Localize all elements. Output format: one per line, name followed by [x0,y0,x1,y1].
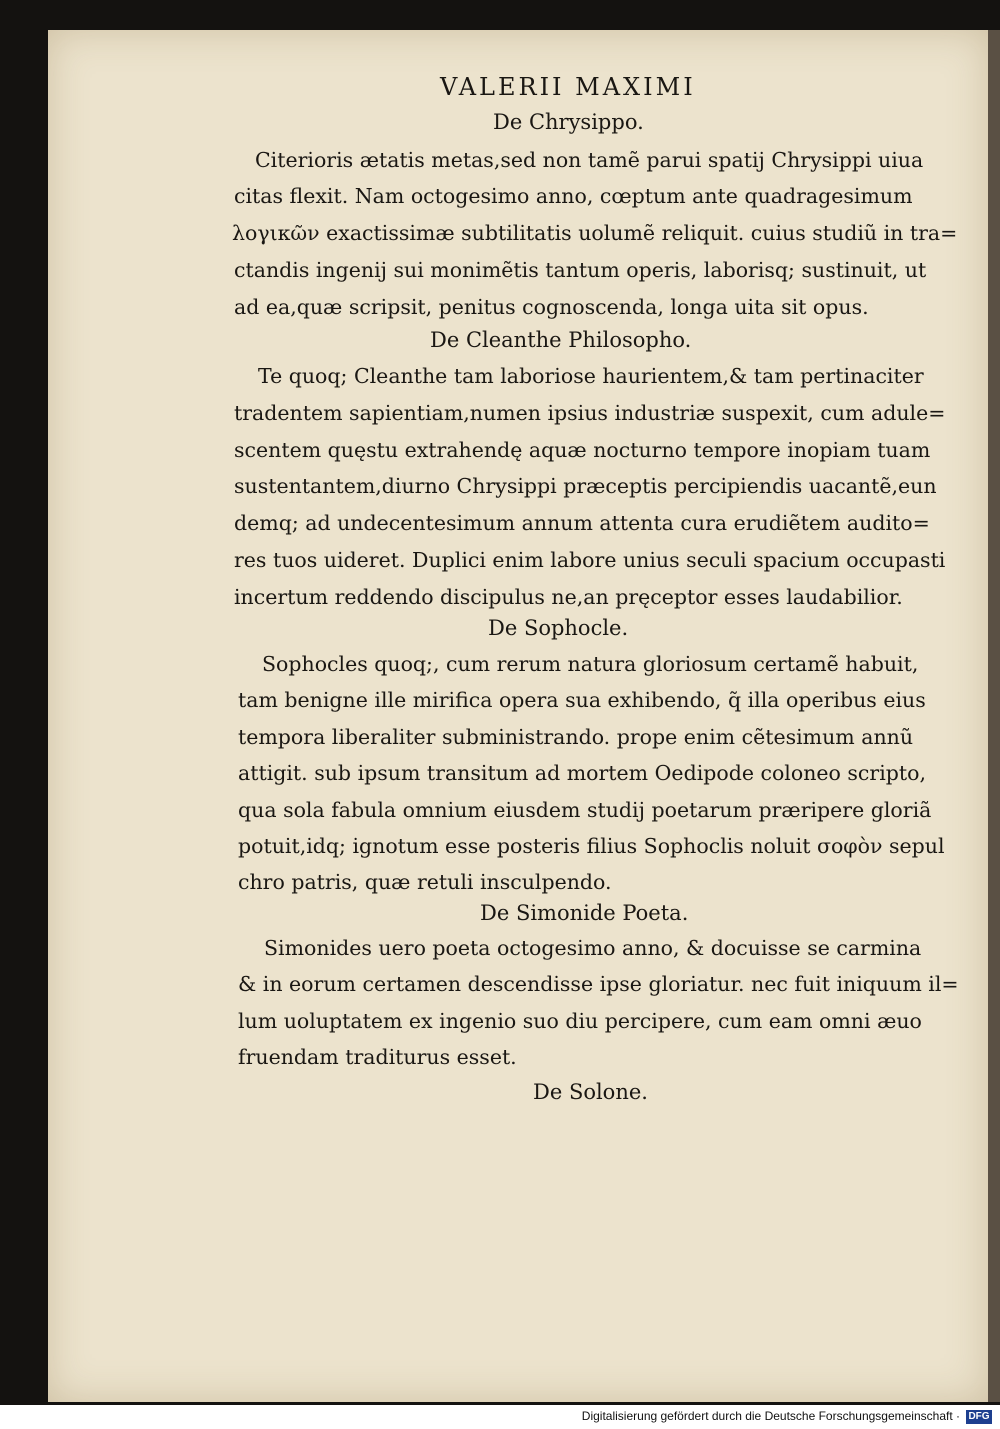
section-heading: De Solone. [533,1080,648,1104]
text-line: incertum reddendo discipulus ne,an pręceptor esses laudabilior. [234,585,903,609]
section-heading: De Cleanthe Philosopho. [430,328,692,352]
text-line: λογικῶν exactissimæ subtilitatis uolumẽ reliquit. cuius studiũ in tra= [232,221,958,245]
text-line: potuit,idq; ignotum esse posteris filius Sophoclis noluit σοφὸν sepul [238,834,945,858]
text-line: fruendam traditurus esset. [238,1045,517,1069]
text-line: scentem quęstu extrahendę aquæ nocturno tempore inopiam tuam [234,438,931,462]
text-line: & in eorum certamen descendisse ipse gloriatur. nec fuit iniquum il= [238,972,959,996]
text-line: ad ea,quæ scripsit, penitus cognoscenda, longa uita sit opus. [234,295,869,319]
text-line: res tuos uideret. Duplici enim labore unius seculi spacium occupasti [234,548,946,572]
page-edge [988,30,1000,1402]
digitization-footer [0,1405,1000,1429]
text-line: Sophocles quoq;, cum rerum natura gloriosum certamẽ habuit, [262,652,919,676]
text-line: Te quoq; Cleanthe tam laboriose haurientem,& tam pertinaciter [258,364,924,388]
text-line: ctandis ingenij sui monimẽtis tantum operis, laborisq; sustinuit, ut [234,258,927,282]
text-line: Citerioris ætatis metas,sed non tamẽ parui spatij Chrysippi uiua [255,148,924,172]
text-line: Simonides uero poeta octogesimo anno, & docuisse se carmina [264,936,922,960]
section-heading: De Sophocle. [488,616,629,640]
text-line: qua sola fabula omnium eiusdem studij poetarum præripere gloriã [238,798,932,822]
text-line: lum uoluptatem ex ingenio suo diu percipere, cum eam omni æuo [238,1009,922,1033]
text-line: demq; ad undecentesimum annum attenta cura erudiẽtem audito= [234,511,930,535]
text-line: chro patris, quæ retuli insculpendo. [238,870,612,894]
section-heading: De Simonide Poeta. [480,901,689,925]
dfg-logo: DFG [966,1410,992,1424]
text-line: attigit. sub ipsum transitum ad mortem Oedipode coloneo scripto, [238,761,926,785]
section-heading: De Chrysippo. [493,110,644,134]
text-line: tradentem sapientiam,numen ipsius industriæ suspexit, cum adule= [234,401,946,425]
text-line: citas flexit. Nam octogesimo anno, cœptum ante quadragesimum [234,184,913,208]
footer-credit: Digitalisierung gefördert durch die Deutsche Forschungsgemeinschaft · [581,1409,960,1423]
running-head: VALERII MAXIMI [440,73,696,101]
text-line: tempora liberaliter subministrando. prope enim cẽtesimum annũ [238,725,914,749]
text-line: tam benigne ille mirifica opera sua exhibendo, q̃ illa operibus eius [238,688,926,712]
text-line: sustentantem,diurno Chrysippi præceptis percipiendis uacantẽ,eun [234,474,937,498]
